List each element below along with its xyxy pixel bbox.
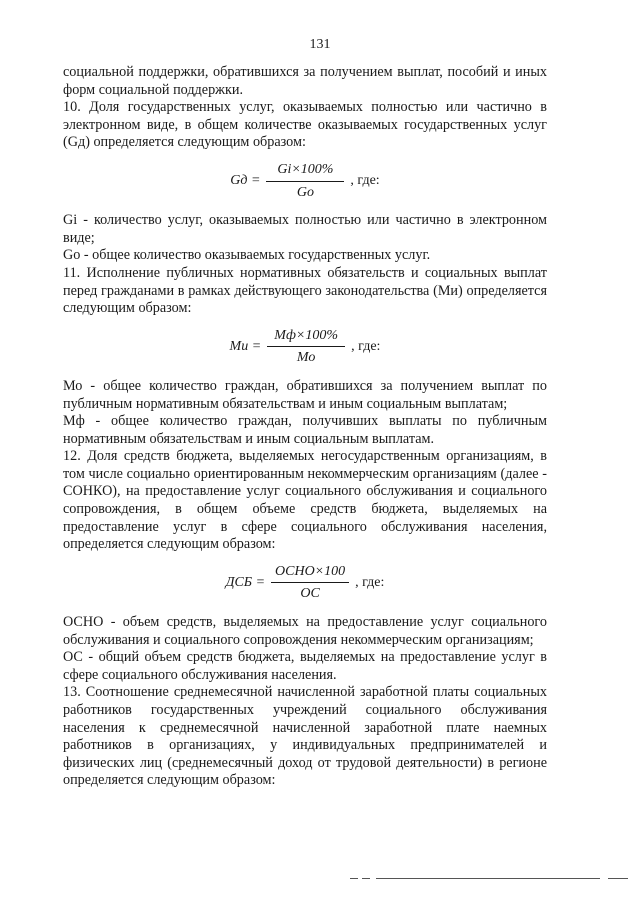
formula-lhs: Ми =: [229, 339, 262, 355]
formula-lhs: Gд =: [230, 173, 261, 189]
paragraph: Мо - общее количество граждан, обратившихся за получением выплат по публичным нормативным обязательствам и иным социальным выплатам;: [63, 377, 547, 412]
formula-denominator: Мо: [267, 346, 345, 367]
paragraph: 10. Доля государственных услуг, оказываемых полностью или частично в электронном виде, в общем количестве оказываемых государственных услуг (Gд) определяется следующим образом:: [63, 99, 547, 151]
formula-tail: , где:: [355, 575, 385, 591]
formula-denominator: Go: [266, 181, 344, 202]
formula-dsb: [63, 563, 547, 603]
footer-rule-segment: [350, 878, 358, 879]
document-body: [63, 64, 547, 790]
formula-tail: , где:: [351, 339, 381, 355]
formula-gd: [63, 161, 547, 201]
paragraph: 11. Исполнение публичных нормативных обязательств и социальных выплат перед гражданами в рамках действующего законодательства (Ми) определяется следующим образом:: [63, 264, 547, 317]
formula-fraction: [265, 327, 347, 367]
formula-numerator: ОСНО×100: [275, 563, 346, 579]
formula-fraction: [264, 161, 346, 201]
formula-denominator: ОС: [271, 582, 349, 603]
paragraph: 12. Доля средств бюджета, выделяемых негосударственным организациям, в том числе социально ориентированным некоммерческим организациям (далее - СОНКО), на предоставление услуг социального обслуживания и социального сопровождения, в общем объеме средств бюджета, выделяемых на предоставление услуг в сфере социального обслуживания населения, определяется следующим образом:: [63, 448, 547, 553]
footer-rule-segment: [608, 878, 628, 879]
paragraph: ОС - общий объем средств бюджета, выделяемых на предоставление услуг в сфере социального обслуживания населения.: [63, 649, 547, 683]
formula-tail: , где:: [350, 173, 380, 189]
paragraph: Gi - количество услуг, оказываемых полностью или частично в электронном виде;: [63, 212, 547, 246]
paragraph: ОСНО - объем средств, выделяемых на предоставление услуг социального обслуживания и социального сопровождения некоммерческим организациям;: [63, 614, 547, 648]
footer-rule-segment: [362, 878, 370, 879]
formula-numerator: Gi×100%: [277, 161, 334, 177]
paragraph: Мф - общее количество граждан, получивших выплаты по публичным нормативным обязательствам и иным социальным выплатам.: [63, 413, 547, 447]
formula-fraction: [269, 563, 351, 603]
paragraph: 13. Соотношение среднемесячной начисленной заработной платы социальных работников государственных учреждений социального обслуживания населения к среднемесячной начисленной заработной плате наемных работников в организациях, у индивидуальных предпринимателей и физических лиц (среднемесячный доход от трудовой деятельности) в регионе определяется следующим образом:: [63, 684, 547, 789]
formula-mi: [63, 327, 547, 367]
footer-rule: [376, 878, 600, 879]
paragraph: Go - общее количество оказываемых государственных услуг.: [63, 247, 431, 264]
paragraph: социальной поддержки, обратившихся за получением выплат, пособий и иных форм социальной поддержки.: [63, 64, 547, 98]
page-number: 131: [309, 37, 331, 52]
formula-lhs: ДСБ =: [225, 575, 266, 591]
formula-numerator: Мф×100%: [274, 327, 339, 343]
